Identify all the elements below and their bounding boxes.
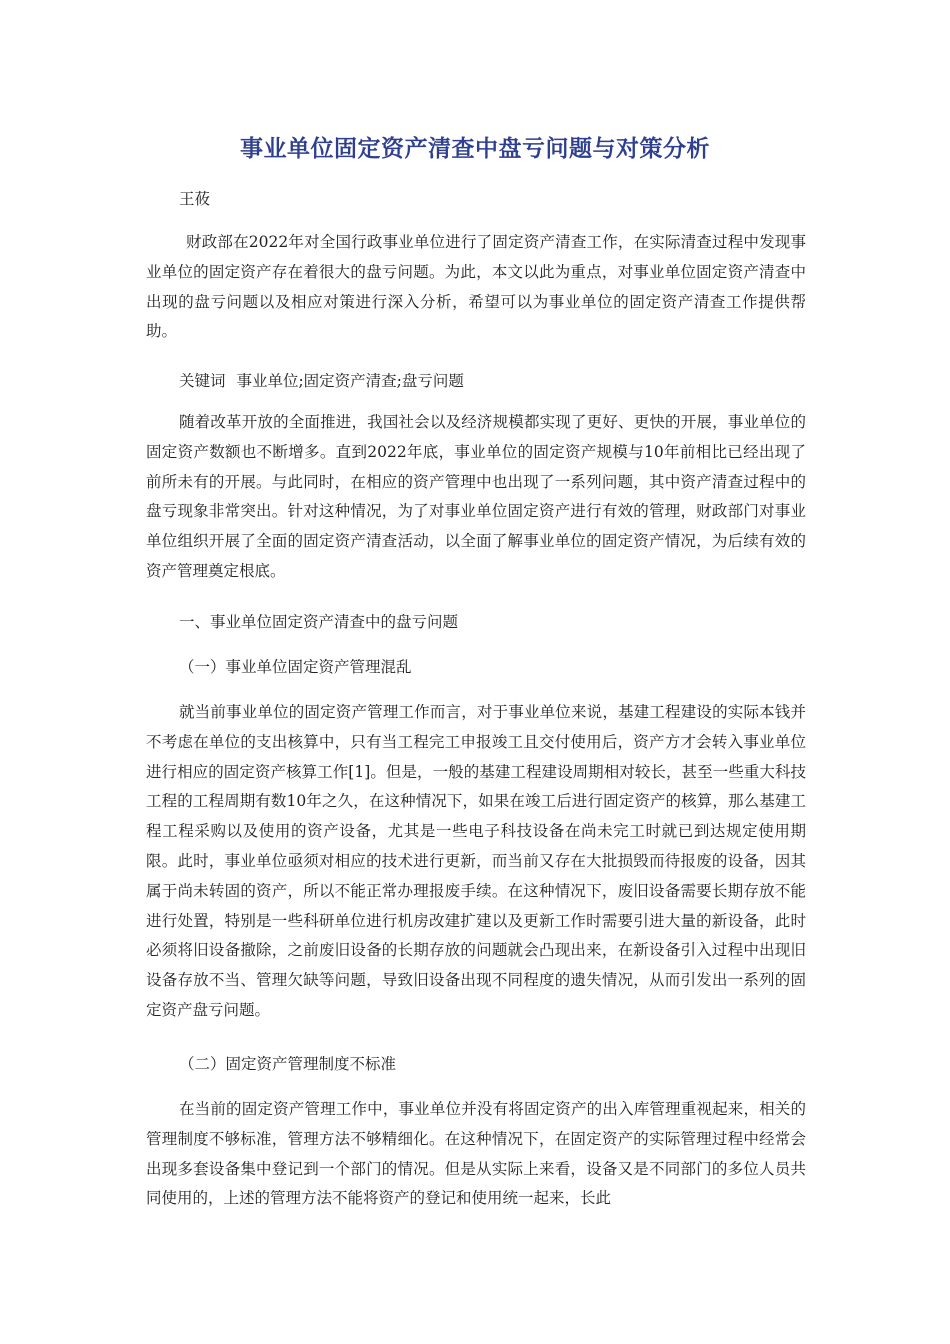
intro-paragraph: 随着改革开放的全面推进，我国社会以及经济规模都实现了更好、更快的开展，事业单位的固定资产数额也不断增多。直到2022年底，事业单位的固定资产规模与10年前相比已经出现了前所未有的开展。与此同时，在相应的资产管理中也出现了一系列问题，其中资产清查过程中的盘亏现象非常突出。针对这种情况，为了对事业单位固定资产进行有效的管理，财政部门对事业单位组织开展了全面的固定资产清查活动，以全面了解事业单位的固定资产情况，为后续有效的资产管理奠定根底。 <box>146 413 806 580</box>
keywords-label: 关键词 <box>179 372 226 390</box>
section-heading-1: 一、事业单位固定资产清查中的盘亏问题 <box>179 613 459 631</box>
subsection-2-paragraph: 在当前的固定资产管理工作中，事业单位并没有将固定资产的出入库管理重视起来，相关的管理制度不够标准，管理方法不够精细化。在这种情况下，在固定资产的实际管理过程中经常会出现多套设备集中登记到一个部门的情况。但是从实际上来看，设备又是不同部门的多位人员共同使用的，上述的管理方法不能将资产的登记和使用统一起来，长此 <box>146 1100 806 1208</box>
paper-title: 事业单位固定资产清查中盘亏问题与对策分析 <box>240 136 710 162</box>
subsection-heading-2: （二）固定资产管理制度不标准 <box>179 1055 397 1073</box>
subsection-1-paragraph: 就当前事业单位的固定资产管理工作而言，对于事业单位来说，基建工程建设的实际本钱并不考虑在单位的支出核算中，只有当工程完工申报竣工且交付使用后，资产方才会转入事业单位进行相应的固定资产核算工作[1]。但是，一般的基建工程建设周期相对较长，甚至一些重大科技工程的工程周期有数10年之久，在这种情况下，如果在竣工后进行固定资产的核算，那么基建工程工程采购以及使用的资产设备，尤其是一些电子科技设备在尚未完工时就已到达规定使用期限。此时，事业单位亟须对相应的技术进行更新，而当前又存在大批损毁而待报废的设备，因其属于尚未转固的资产，所以不能正常办理报废手续。在这种情况下，废旧设备需要长期存放不能进行处置，特别是一些科研单位进行机房改建扩建以及更新工作时需要引进大量的新设备，此时必须将旧设备撤除，之前废旧设备的长期存放的问题就会凸现出来，在新设备引入过程中出现旧设备存放不当、管理欠缺等问题，导致旧设备出现不同程度的遗失情况，从而引发出一系列的固定资产盘亏问题。 <box>146 703 806 1019</box>
abstract-paragraph: 财政部在2022年对全国行政事业单位进行了固定资产清查工作，在实际清查过程中发现事业单位的固定资产存在着很大的盘亏问题。为此，本文以此为重点，对事业单位固定资产清查中出现的盘亏问题以及相应对策进行深入分析，希望可以为事业单位的固定资产清查工作提供帮助。 <box>146 233 806 341</box>
author-name: 王莜 <box>179 190 211 208</box>
keywords-value: 事业单位;固定资产清查;盘亏问题 <box>236 372 464 390</box>
subsection-heading-1: （一）事业单位固定资产管理混乱 <box>179 658 412 676</box>
keywords-line <box>179 368 464 394</box>
